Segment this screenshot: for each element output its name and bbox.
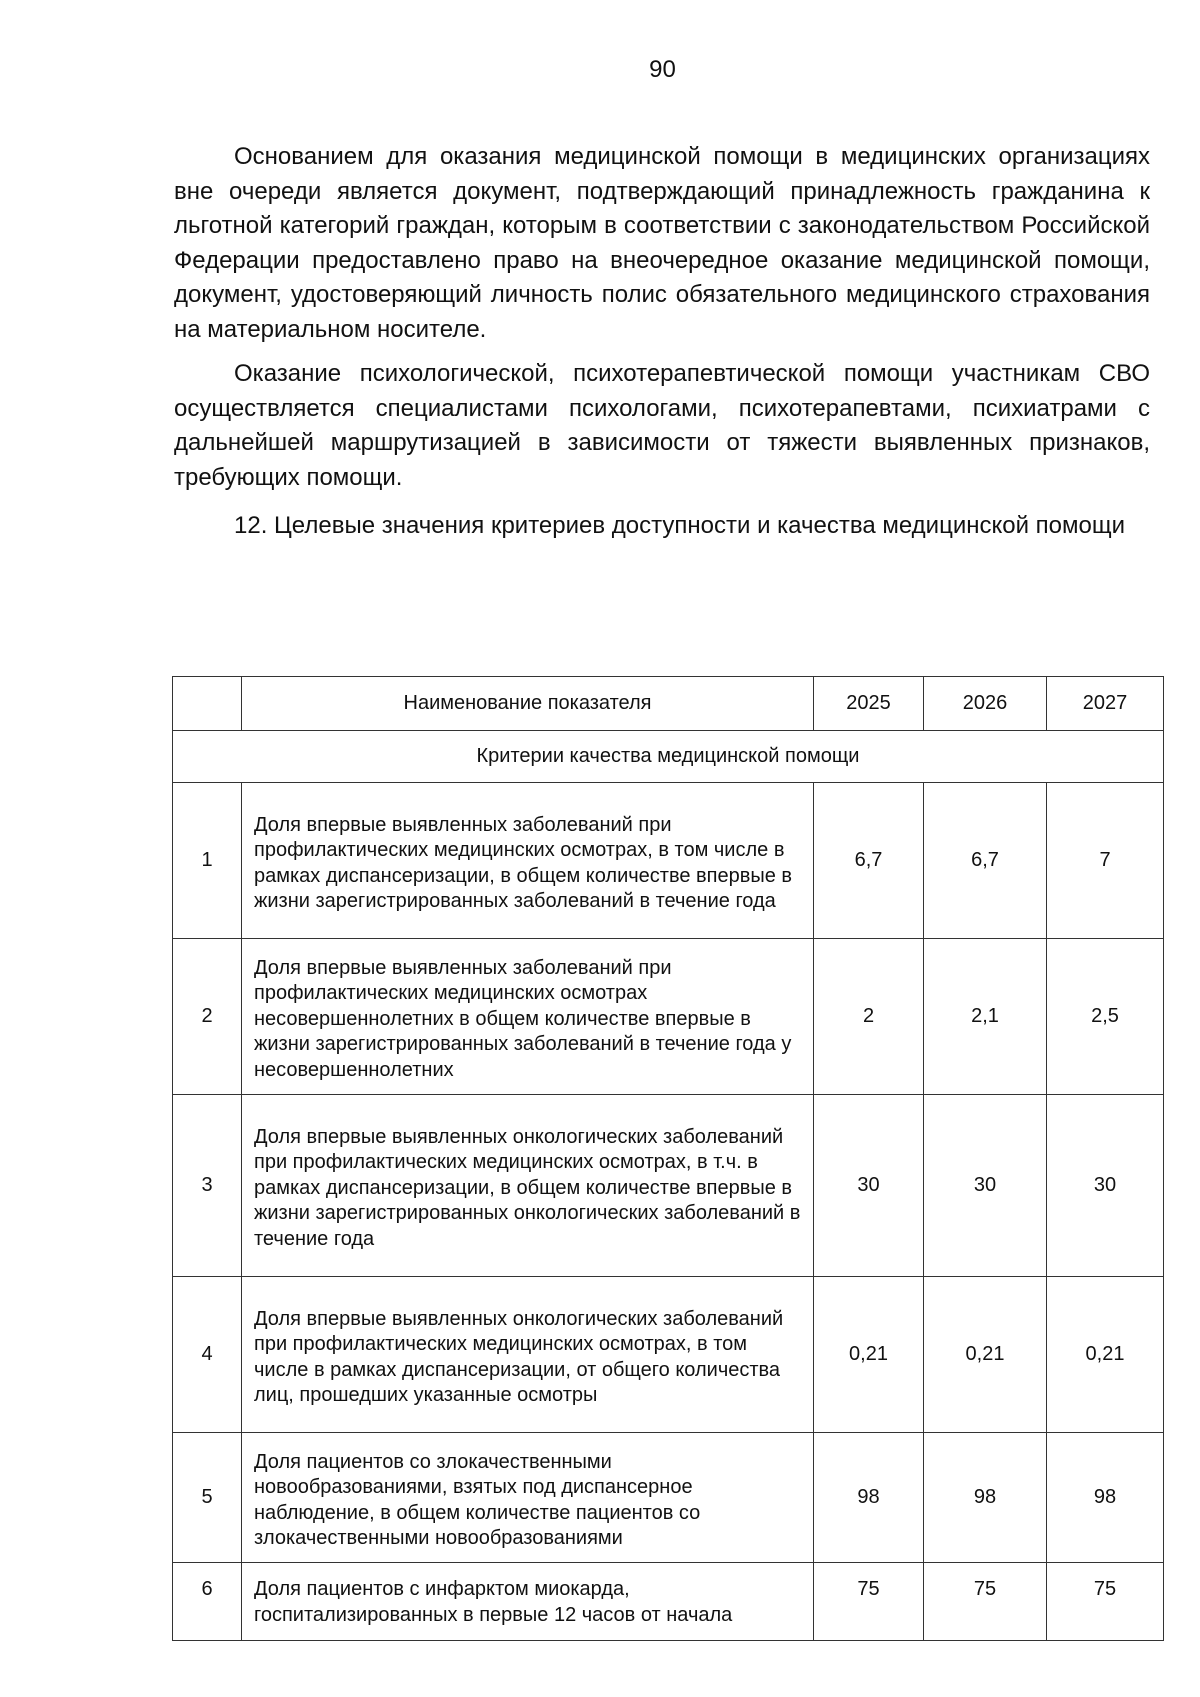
row-2025: 98 — [814, 1433, 924, 1563]
row-num: 2 — [173, 939, 242, 1095]
row-2025: 30 — [814, 1095, 924, 1277]
row-name: Доля впервые выявленных онкологических заболеваний при профилактических медицинских осмотрах, в том числе в рамках диспансеризации, от общего количества лиц, прошедших указанные осмотры — [242, 1277, 814, 1433]
row-name: Доля пациентов со злокачественными новообразованиями, взятых под диспансерное наблюдение, в общем количестве пациентов со злокачественными новообразованиями — [242, 1433, 814, 1563]
row-name: Доля впервые выявленных онкологических заболеваний при профилактических медицинских осмотрах, в т.ч. в рамках диспансеризации, в общем количестве впервые в жизни зарегистрированных онкологических заболеваний в течение года — [242, 1095, 814, 1277]
paragraph-svo-help: Оказание психологической, психотерапевтической помощи участникам СВО осуществляется специалистами психологами, психотерапевтами, психиатрами с дальнейшей маршрутизацией в зависимости от тяжести выявленных признаков, требующих помощи. — [174, 360, 1150, 491]
row-num: 3 — [173, 1095, 242, 1277]
row-2027: 2,5 — [1047, 939, 1164, 1095]
row-2026: 2,1 — [924, 939, 1047, 1095]
section-title: Критерии качества медицинской помощи — [173, 731, 1164, 783]
table-header-row — [173, 677, 1164, 731]
body-text — [174, 140, 1150, 554]
table-row — [173, 1277, 1164, 1433]
row-2027: 75 — [1047, 1563, 1164, 1641]
row-2027: 7 — [1047, 783, 1164, 939]
section-heading: 12. Целевые значения критериев доступности и качества медицинской помощи — [234, 512, 1126, 539]
row-2025: 75 — [814, 1563, 924, 1641]
paragraph-basis: Основанием для оказания медицинской помощи в медицинских организациях вне очереди является документ, подтверждающий принадлежность гражданина к льготной категорий граждан, которым в соответствии с законодательством Российской Федерации предоставлено право на внеочередное оказание медицинской помощи, документ, удостоверяющий личность полис обязательного медицинского страхования на материальном носителе. — [174, 143, 1150, 343]
criteria-table — [172, 676, 1164, 1641]
row-2027: 0,21 — [1047, 1277, 1164, 1433]
row-2026: 75 — [924, 1563, 1047, 1641]
row-num: 6 — [173, 1563, 242, 1641]
row-2026: 0,21 — [924, 1277, 1047, 1433]
row-num: 4 — [173, 1277, 242, 1433]
header-2025: 2025 — [814, 677, 924, 731]
row-2025: 2 — [814, 939, 924, 1095]
row-name: Доля впервые выявленных заболеваний при профилактических медицинских осмотрах, в том числе в рамках диспансеризации, в общем количестве впервые в жизни зарегистрированных заболеваний в течение года — [242, 783, 814, 939]
row-2026: 6,7 — [924, 783, 1047, 939]
row-name: Доля пациентов с инфарктом миокарда, госпитализированных в первые 12 часов от начала — [242, 1563, 814, 1641]
row-2026: 98 — [924, 1433, 1047, 1563]
table-row — [173, 1433, 1164, 1563]
header-2027: 2027 — [1047, 677, 1164, 731]
table-row — [173, 939, 1164, 1095]
table-row — [173, 783, 1164, 939]
row-2025: 0,21 — [814, 1277, 924, 1433]
row-2026: 30 — [924, 1095, 1047, 1277]
row-2025: 6,7 — [814, 783, 924, 939]
header-num — [173, 677, 242, 731]
header-2026: 2026 — [924, 677, 1047, 731]
row-num: 1 — [173, 783, 242, 939]
section-row — [173, 731, 1164, 783]
row-2027: 98 — [1047, 1433, 1164, 1563]
row-num: 5 — [173, 1433, 242, 1563]
table-row — [173, 1095, 1164, 1277]
page-number: 90 — [649, 56, 676, 83]
row-name: Доля впервые выявленных заболеваний при профилактических медицинских осмотрах несовершеннолетних в общем количестве впервые в жизни зарегистрированных заболеваний в течение года у несовершеннолетних — [242, 939, 814, 1095]
table-row — [173, 1563, 1164, 1641]
row-2027: 30 — [1047, 1095, 1164, 1277]
header-name: Наименование показателя — [242, 677, 814, 731]
